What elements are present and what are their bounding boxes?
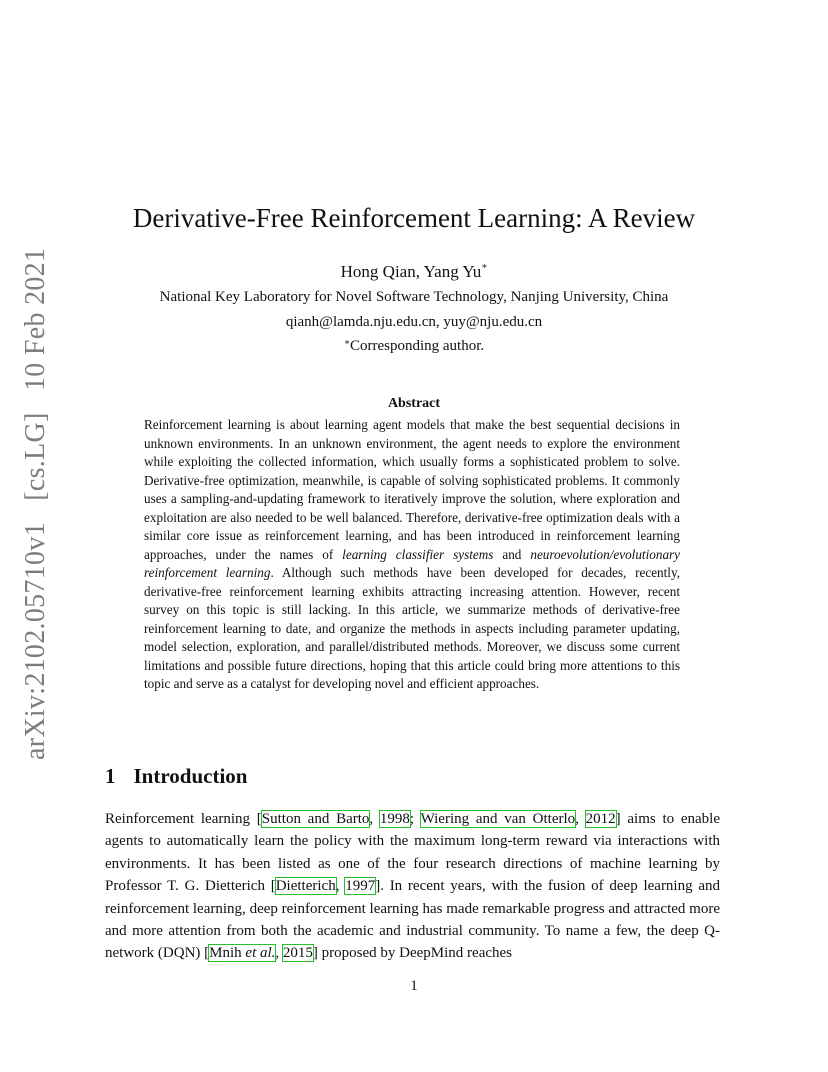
citation-etal: et al. <box>245 945 276 962</box>
citation-year-1998[interactable]: 1998 <box>379 811 410 827</box>
citation-link-mnih[interactable] <box>209 945 275 961</box>
page-number: 1 <box>410 978 418 994</box>
citation-author: Sutton and Barto <box>261 811 370 827</box>
citation-separator: , <box>335 878 346 895</box>
affiliation: National Key Laboratory for Novel Software Technology, Nanjing University, China <box>159 289 669 305</box>
intro-paragraph <box>105 808 720 965</box>
corresponding-note <box>0 338 828 355</box>
section-title: Introduction <box>133 764 248 788</box>
citation-link-sutton-barto[interactable] <box>262 811 370 827</box>
citation-year-2012[interactable]: 2012 <box>585 811 616 827</box>
citation-separator: , <box>275 945 283 962</box>
intro-text-3: ] aims to enable agents to automatically learn the policy with the maximum long-term reward via interactions with environments. It has been listed as one of the four research directions of machine learning by Professor T. G. Dietterich [ <box>105 811 720 895</box>
citation-year-1997[interactable]: 1997 <box>345 878 376 895</box>
author-names: Hong Qian, Yang Yu <box>340 262 482 281</box>
citation-author: Mnih <box>209 945 246 962</box>
intro-text-5: ] proposed by DeepMind reaches <box>312 945 513 962</box>
abstract-text-2: . Although such methods have been developed for decades, recently, derivative-free reinforcement learning exhibits attracting increasing attention. However, recent survey on this topic is still lacking. In this article, we summarize methods of derivative-free reinforcement learning to date, and organize the methods in aspects including parameter updating, model selection, exploration, and parallel/distributed methods. Moreover, we discuss some current limitations and possible future directions, hoping that this article could bring more attentions to this topic and serve as a catalyst for developing novel and efficient approaches. <box>144 565 681 691</box>
intro-text-2: ; <box>409 811 421 827</box>
citation-separator: , <box>369 811 380 827</box>
corresponding-mark: ∗ <box>481 261 488 271</box>
arxiv-stamp <box>20 234 52 760</box>
section-number: 1 <box>105 764 116 788</box>
arxiv-id: arXiv:2102.05710v1 <box>20 522 51 760</box>
section-heading <box>105 764 247 789</box>
abstract-body <box>144 416 680 694</box>
citation-link-wiering[interactable]: Wiering and van Otterlo <box>420 811 576 827</box>
authors <box>0 262 828 282</box>
intro-text-1: Reinforcement learning [ <box>105 811 262 827</box>
citation-separator: , <box>575 811 586 827</box>
arxiv-category: [cs.LG] <box>20 412 51 501</box>
author-emails: qianh@lamda.nju.edu.cn, yuy@nju.edu.cn <box>285 314 543 330</box>
abstract-term-neuroevolution: neuroevolution/evolutionary reinforcement learning <box>144 546 681 580</box>
arxiv-date: 10 Feb 2021 <box>20 247 51 392</box>
abstract-term-lcs: learning classifier systems <box>342 546 494 562</box>
abstract-and: and <box>502 546 522 562</box>
intro-text-4: ]. In recent years, with the fusion of deep learning and reinforcement learning, deep reinforcement learning has made remarkable progress and attracted more and more attention from both the academic and industrial community. To name a few, the deep Q-network (DQN) [ <box>105 878 721 962</box>
abstract-text-1: Reinforcement learning is about learning agent models that make the best sequential decisions in unknown environments. In an unknown environment, the agent needs to explore the environment while exploiting the collected information, which usually forms a sophisticated problem to solve. Derivative-free optimization, meanwhile, is capable of solving sophisticated problems. It commonly uses a sampling-and-updating framework to iteratively improve the solution, where exploration and exploitation are also needed to be well balanced. Therefore, derivative-free optimization deals with a similar core issue as reinforcement learning, and has been introduced in reinforcement learning approaches, under the names of <box>144 417 680 562</box>
citation-link-dietterich[interactable]: Dietterich <box>275 878 336 895</box>
abstract-heading: Abstract <box>387 396 441 411</box>
corresponding-note-text: Corresponding author. <box>349 338 485 354</box>
paper-title: Derivative-Free Reinforcement Learning: A Review <box>132 203 696 233</box>
citation-year-2015[interactable]: 2015 <box>282 945 313 962</box>
corresponding-note-mark: ∗ <box>343 337 350 347</box>
